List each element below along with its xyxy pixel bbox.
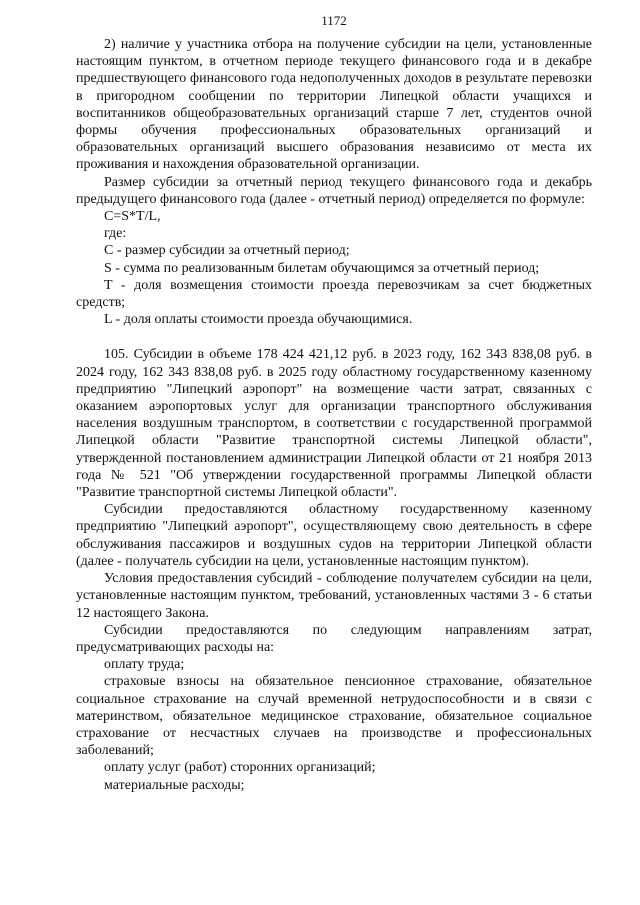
section-spacer bbox=[76, 328, 592, 346]
list-item-insurance: страховые взносы на обязательное пенсионное страхование, обязательное социальное страхование на случай временной нетрудоспособности и в связи с материнством, обязательное медицинское страхование, обязательное социальное страхование от несчастных случаев на производстве и профессиональных заболеваний; bbox=[76, 674, 592, 759]
list-item-services: оплату услуг (работ) сторонних организаций; bbox=[104, 760, 376, 776]
formula: C=S*T/L, bbox=[104, 209, 161, 225]
paragraph-105: 105. Субсидии в объеме 178 424 421,12 руб. в 2023 году, 162 343 838,08 руб. в 2024 году, 162 343 838,08 руб. в 2025 году областному государственному казенному предприятию "Липецкий аэропорт" на возмещение части затрат, связанных с оказанием аэропортовых услуг для организации транспортного обслуживания населения воздушным транспортом, в соответствии с государственной программой Липецкой области "Развитие транспортной системы Липецкой области", утвержденной постановлением администрации Липецкой области от 21 ноября 2013 года № 521 "Об утверждении государственной программы Липецкой области "Развитие транспортной системы Липецкой области". bbox=[76, 347, 592, 501]
definition-c: C - размер субсидии за отчетный период; bbox=[104, 243, 350, 259]
paragraph-cost-directions: Субсидии предоставляются по следующим направлениям затрат, предусматривающих расходы на: bbox=[76, 622, 592, 655]
formula-where: где: bbox=[104, 226, 127, 242]
list-item-labor: оплату труда; bbox=[104, 657, 185, 673]
paragraph-subsidy-size: Размер субсидии за отчетный период текущего финансового года и декабрь предыдущего финансового года (далее - отчетный период) определяется по формуле: bbox=[76, 174, 592, 207]
paragraph-participant-condition: 2) наличие у участника отбора на получение субсидии на цели, установленные настоящим пунктом, в отчетном периоде текущего финансового года и в декабре предшествующего финансового года недополученных доходов в результате перевозки в пригородном сообщении по территории Липецкой области учащихся и воспитанников общеобразовательных организаций старше 7 лет, студентов очной формы обучения профессиональных образовательных организаций и образовательных организаций высшего образования независимо от места их проживания и нахождения образовательной организации. bbox=[76, 37, 592, 173]
definition-t: T - доля возмещения стоимости проезда перевозчикам за счет бюджетных средств; bbox=[76, 277, 592, 311]
page-number: 1172 bbox=[321, 13, 347, 28]
paragraph-subsidy-recipient: Субсидии предоставляются областному государственному казенному предприятию "Липецкий аэропорт", осуществляющему свою деятельность в сфере обслуживания пассажиров и воздушных судов на территории Липецкой области (далее - получатель субсидии на цели, установленные настоящим пунктом). bbox=[76, 502, 592, 569]
definition-l: L - доля оплаты стоимости проезда обучающимися. bbox=[104, 312, 413, 328]
paragraph-conditions: Условия предоставления субсидий - соблюдение получателем субсидии на цели, установленные настоящим пунктом, требований, установленных частями 3 - 6 статьи 12 настоящего Закона. bbox=[76, 571, 592, 621]
definition-s: S - сумма по реализованным билетам обучающимся за отчетный период; bbox=[104, 260, 540, 276]
list-item-material: материальные расходы; bbox=[104, 777, 245, 793]
